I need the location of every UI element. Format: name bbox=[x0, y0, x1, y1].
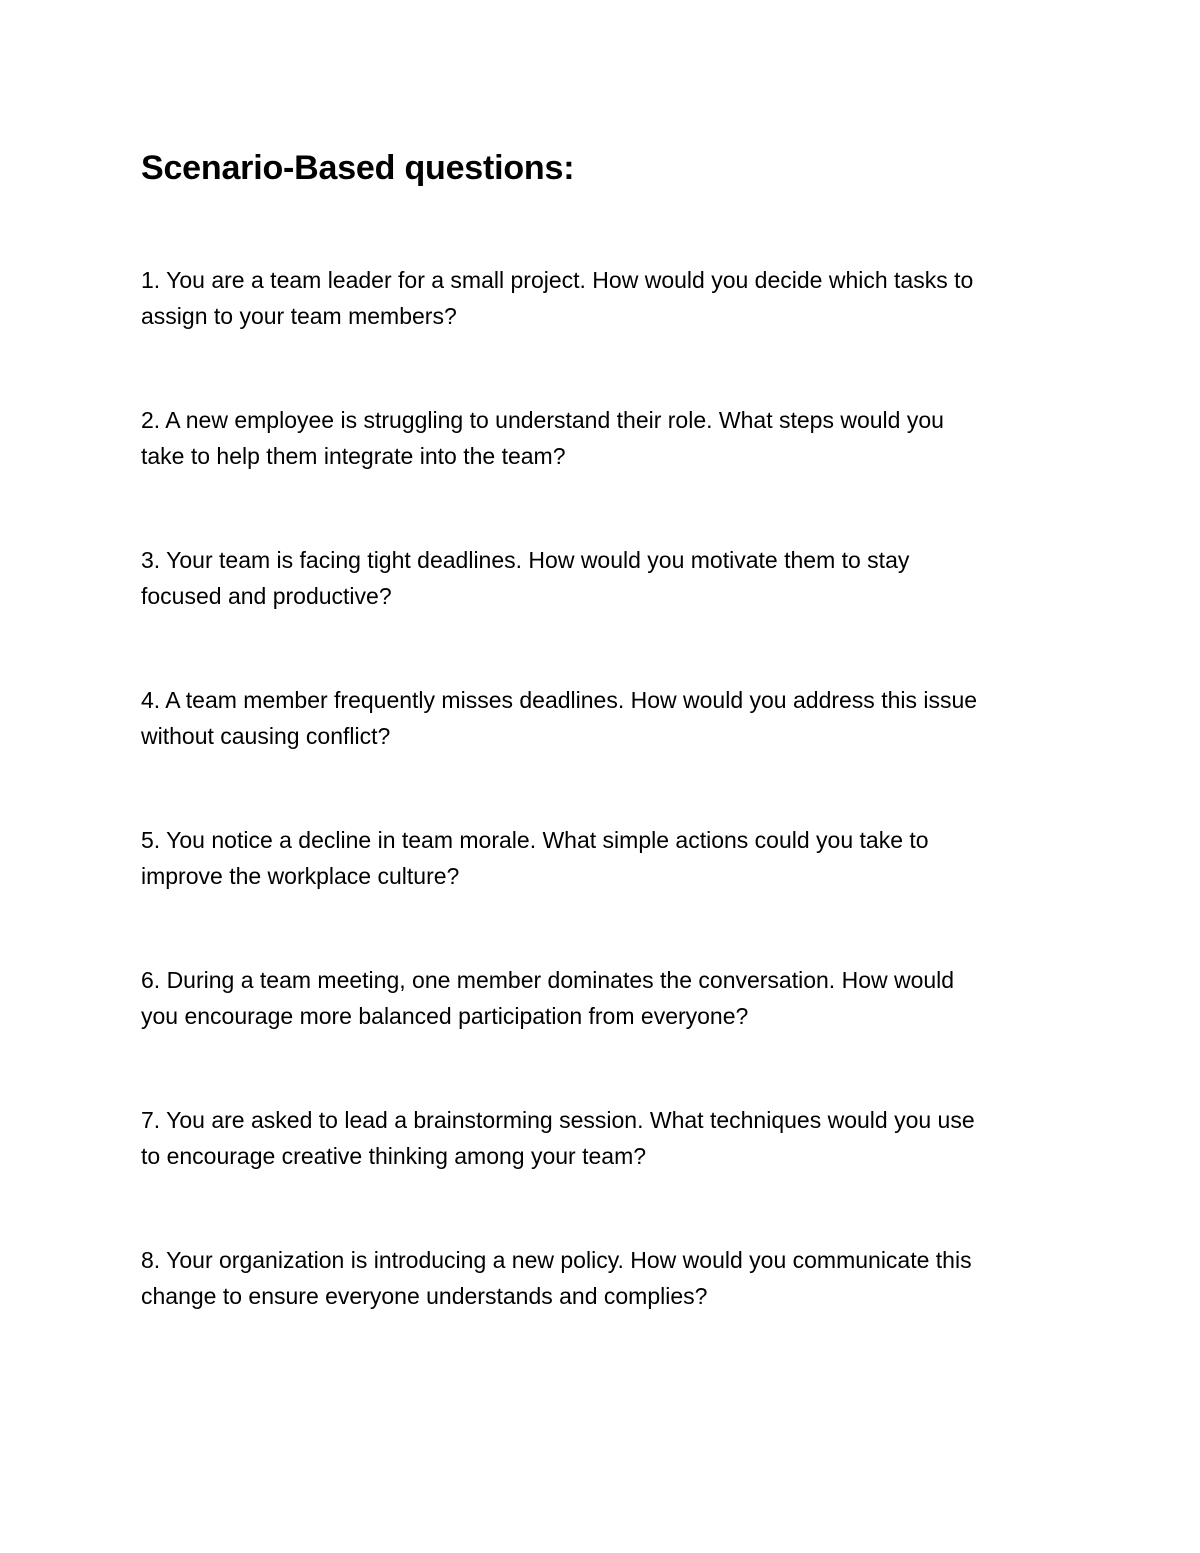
question-item-6 bbox=[141, 962, 1071, 1034]
question-text-line-2: assign to your team members? bbox=[141, 303, 457, 329]
question-item-5 bbox=[141, 822, 1071, 894]
question-text-line-1: 7. You are asked to lead a brainstorming session. What techniques would you use bbox=[141, 1107, 975, 1133]
question-item-4 bbox=[141, 682, 1071, 754]
document-title: Scenario-Based questions: bbox=[141, 149, 575, 187]
question-list bbox=[141, 262, 1071, 1382]
question-text-line-1: 1. You are a team leader for a small project. How would you decide which tasks to bbox=[141, 267, 974, 293]
question-text-line-2: to encourage creative thinking among your team? bbox=[141, 1143, 647, 1169]
question-text-line-1: 8. Your organization is introducing a new policy. How would you communicate this bbox=[141, 1247, 972, 1273]
question-text-line-2: focused and productive? bbox=[141, 583, 392, 609]
question-text-line-1: 2. A new employee is struggling to understand their role. What steps would you bbox=[141, 407, 944, 433]
question-item-3 bbox=[141, 542, 1071, 614]
question-text-line-2: take to help them integrate into the team? bbox=[141, 443, 566, 469]
question-item-1 bbox=[141, 262, 1071, 334]
question-item-8 bbox=[141, 1242, 1071, 1314]
question-text-line-2: you encourage more balanced participation from everyone? bbox=[141, 1003, 749, 1029]
question-text-line-1: 6. During a team meeting, one member dominates the conversation. How would bbox=[141, 967, 955, 993]
question-text-line-2: without causing conflict? bbox=[141, 723, 391, 749]
question-text-line-2: improve the workplace culture? bbox=[141, 863, 460, 889]
question-text-line-2: change to ensure everyone understands and complies? bbox=[141, 1283, 708, 1309]
question-item-7 bbox=[141, 1102, 1071, 1174]
question-text-line-1: 5. You notice a decline in team morale. What simple actions could you take to bbox=[141, 827, 929, 853]
question-item-2 bbox=[141, 402, 1071, 474]
question-text-line-1: 4. A team member frequently misses deadlines. How would you address this issue bbox=[141, 687, 978, 713]
question-text-line-1: 3. Your team is facing tight deadlines. How would you motivate them to stay bbox=[141, 547, 910, 573]
